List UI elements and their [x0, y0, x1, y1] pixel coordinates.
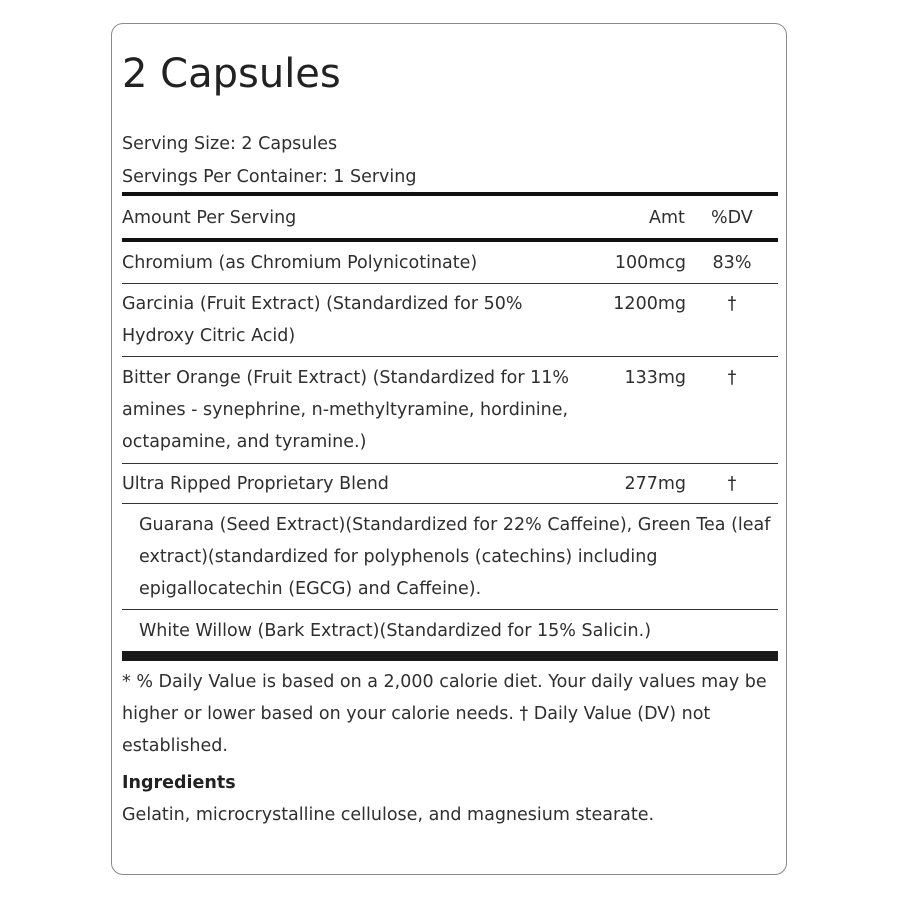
blend-item: White Willow (Bark Extract)(Standardized for 15% Salicin.): [139, 621, 652, 641]
row-divider: [122, 609, 778, 610]
ingredients-heading: Ingredients: [122, 773, 236, 793]
nutrient-name: Bitter Orange (Fruit Extract) (Standardized for 11% amines - synephrine, n-methyltyramine, hordinine, octapamine, and tyramine.): [122, 368, 570, 452]
blend-item: Guarana (Seed Extract)(Standardized for 22% Caffeine), Green Tea (leaf extract)(standardized for polyphenols (catechins) including epigallocatechin (EGCG) and Caffeine).: [139, 515, 771, 599]
row-divider: [122, 503, 778, 504]
servings-per-container: Servings Per Container: 1 Serving: [122, 167, 417, 187]
header-top-rule: [122, 192, 778, 196]
nutrient-amount: 133mg: [624, 368, 686, 388]
nutrient-amount: 100mcg: [614, 253, 686, 273]
amt-header: Amt: [649, 208, 685, 228]
nutrient-name: Chromium (as Chromium Polynicotinate): [122, 253, 478, 273]
nutrient-name: Garcinia (Fruit Extract) (Standardized for 50% Hydroxy Citric Acid): [122, 294, 523, 346]
page-title: 2 Capsules: [122, 51, 341, 97]
nutrient-dv: †: [727, 474, 737, 494]
daily-value-footnote: * % Daily Value is based on a 2,000 calorie diet. Your daily values may be higher or lower based on your calorie needs. † Daily Value (DV) not established.: [122, 672, 767, 756]
serving-size: Serving Size: 2 Capsules: [122, 134, 338, 154]
nutrient-amount: 277mg: [624, 474, 686, 494]
facts-bottom-bar: [122, 651, 778, 661]
row-divider: [122, 283, 778, 284]
nutrient-amount: 1200mg: [613, 294, 686, 314]
nutrient-dv: †: [727, 294, 737, 314]
nutrient-name: Ultra Ripped Proprietary Blend: [122, 474, 389, 494]
dv-header: %DV: [711, 208, 753, 228]
row-divider: [122, 463, 778, 464]
row-divider: [122, 356, 778, 357]
nutrient-dv: †: [727, 368, 737, 388]
amount-per-serving-header: Amount Per Serving: [122, 208, 297, 228]
nutrient-dv: 83%: [712, 253, 752, 273]
header-bottom-rule: [122, 238, 778, 242]
ingredients-text: Gelatin, microcrystalline cellulose, and magnesium stearate.: [122, 805, 655, 825]
